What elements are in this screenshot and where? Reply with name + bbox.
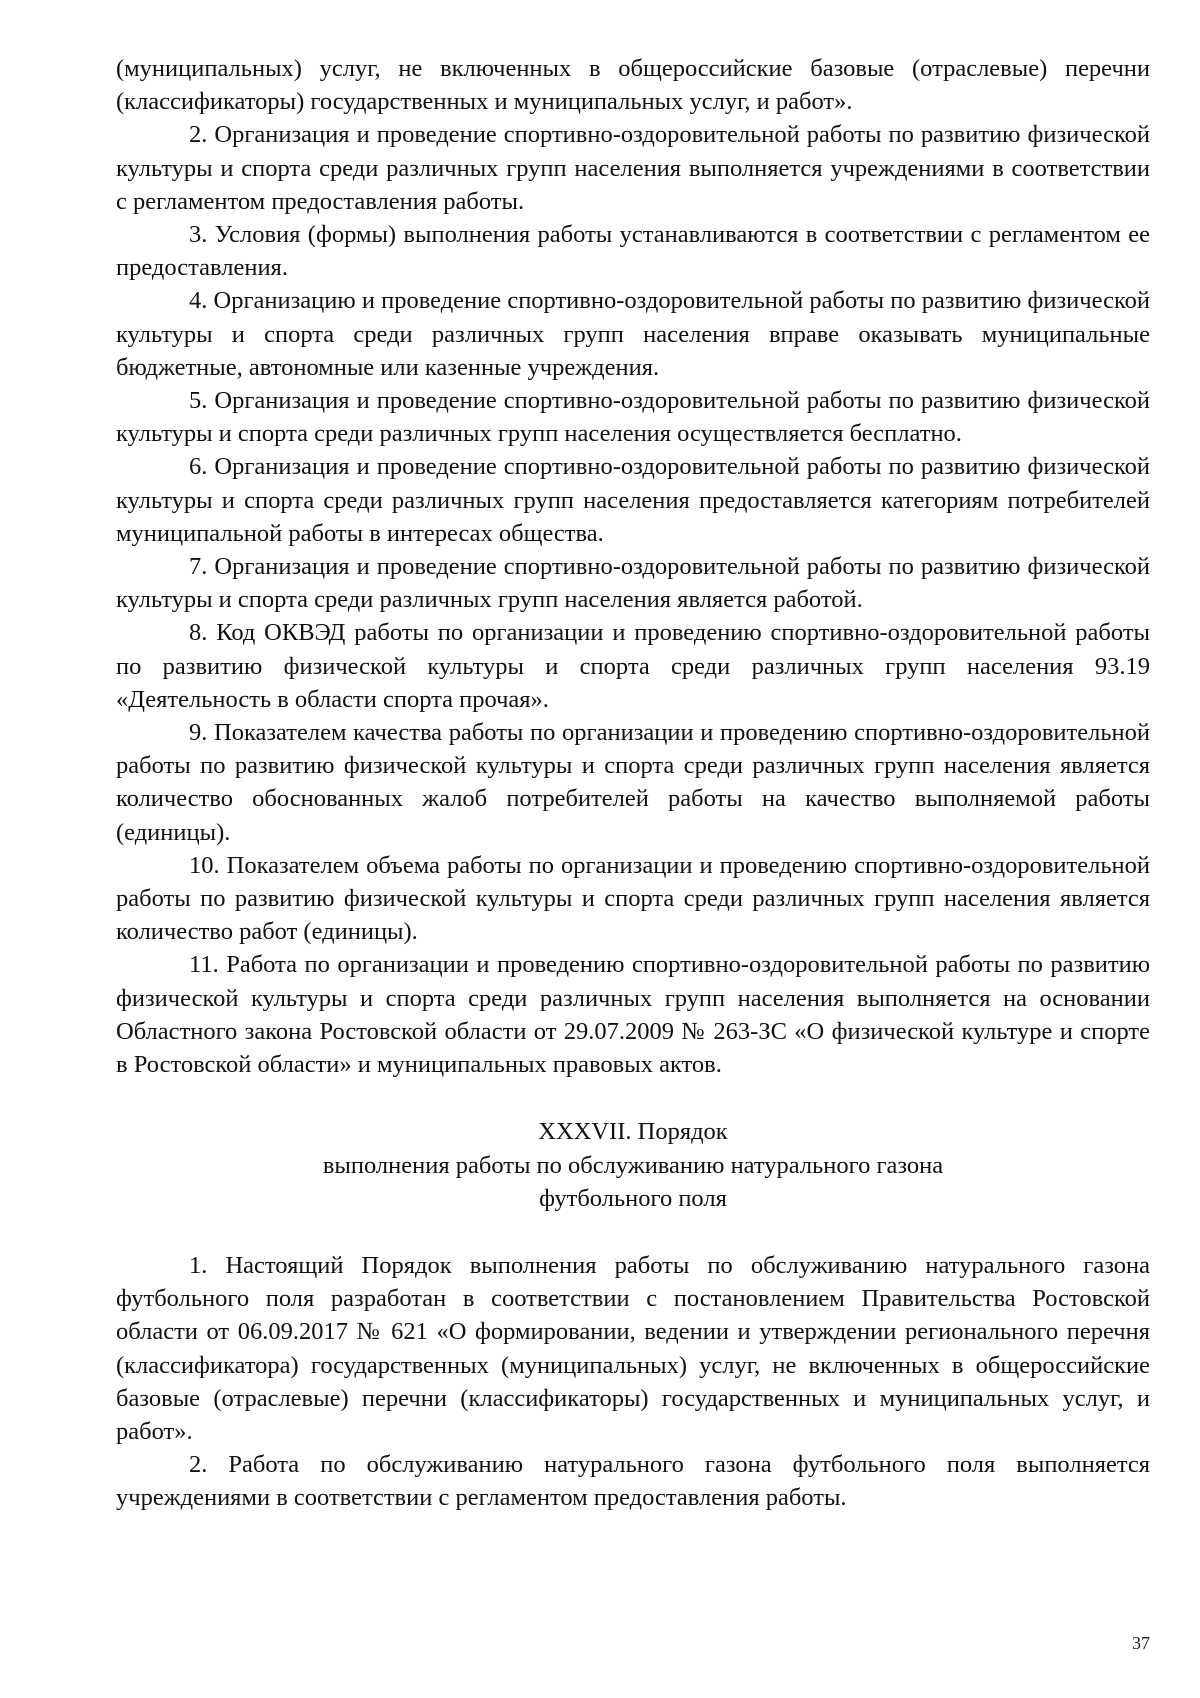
section-heading-number: XXXVII. Порядок [538, 1118, 728, 1146]
paragraph-5: 5. Организация и проведение спортивно-оздоровительной работы по развитию физической культуры и спорта среди различных групп населения осуществляется бесплатно. [116, 387, 1150, 448]
section-heading [116, 1115, 1150, 1215]
paragraph-3: 3. Условия (формы) выполнения работы устанавливаются в соответствии с регламентом ее предоставления. [116, 221, 1150, 282]
paragraph-6: 6. Организация и проведение спортивно-оздоровительной работы по развитию физической культуры и спорта среди различных групп населения предоставляется категориям потребителей муниципальной работы в интересах общества. [116, 453, 1150, 547]
paragraph-10: 10. Показателем объема работы по организации и проведению спортивно-оздоровительной работы по развитию физической культуры и спорта среди различных групп населения является количество работ (единицы). [116, 851, 1150, 946]
paragraph-8: 8. Код ОКВЭД работы по организации и проведению спортивно-оздоровительной работы по развитию физической культуры и спорта среди различных групп населения 93.19 «Деятельность в области спорта прочая». [116, 619, 1150, 713]
section-paragraph-2: 2. Работа по обслуживанию натурального газона футбольного поля выполняется учреждениями в соответствии с регламентом предоставления работы. [116, 1451, 1150, 1512]
section-heading-line-3: футбольного поля [539, 1184, 727, 1212]
section-heading-line-2: выполнения работы по обслуживанию натурального газона [322, 1151, 944, 1179]
paragraph-11: 11. Работа по организации и проведению спортивно-оздоровительной работы по развитию физической культуры и спорта среди различных групп населения выполняется на основании Областного закона Ростовской области от 29.07.2009 № 263-ЗС «О физической культуре и спорте в Ростовской области» и муниципальных правовых актов. [116, 951, 1150, 1079]
document-body [116, 52, 1150, 1515]
section-paragraph-1: 1. Настоящий Порядок выполнения работы по обслуживанию натурального газона футбольного поля разработан в соответствии с постановлением Правительства Ростовской области от 06.09.2017 № 621 «О формировании, ведении и утверждении регионального перечня (классификатора) государственных (муниципальных) услуг, не включенных в общероссийские базовые (отраслевые) перечни (классификаторы) государственных и муниципальных услуг, и работ». [116, 1251, 1150, 1445]
paragraph-9: 9. Показателем качества работы по организации и проведению спортивно-оздоровительной работы по развитию физической культуры и спорта среди различных групп населения является количество обоснованных жалоб потребителей работы на качество выполняемой работы (единицы). [116, 719, 1150, 846]
paragraph-continuation: (муниципальных) услуг, не включенных в общероссийские базовые (отраслевые) перечни (классификаторы) государственных и муниципальных услуг, и работ». [116, 55, 1150, 116]
page-number: 37 [1132, 1633, 1150, 1653]
paragraph-7: 7. Организация и проведение спортивно-оздоровительной работы по развитию физической культуры и спорта среди различных групп населения является работой. [116, 553, 1150, 614]
paragraph-4: 4. Организацию и проведение спортивно-оздоровительной работы по развитию физической культуры и спорта среди различных групп населения вправе оказывать муниципальные бюджетные, автономные или казенные учреждения. [116, 287, 1150, 381]
paragraph-2: 2. Организация и проведение спортивно-оздоровительной работы по развитию физической культуры и спорта среди различных групп населения выполняется учреждениями в соответствии с регламентом предоставления работы. [116, 121, 1150, 215]
